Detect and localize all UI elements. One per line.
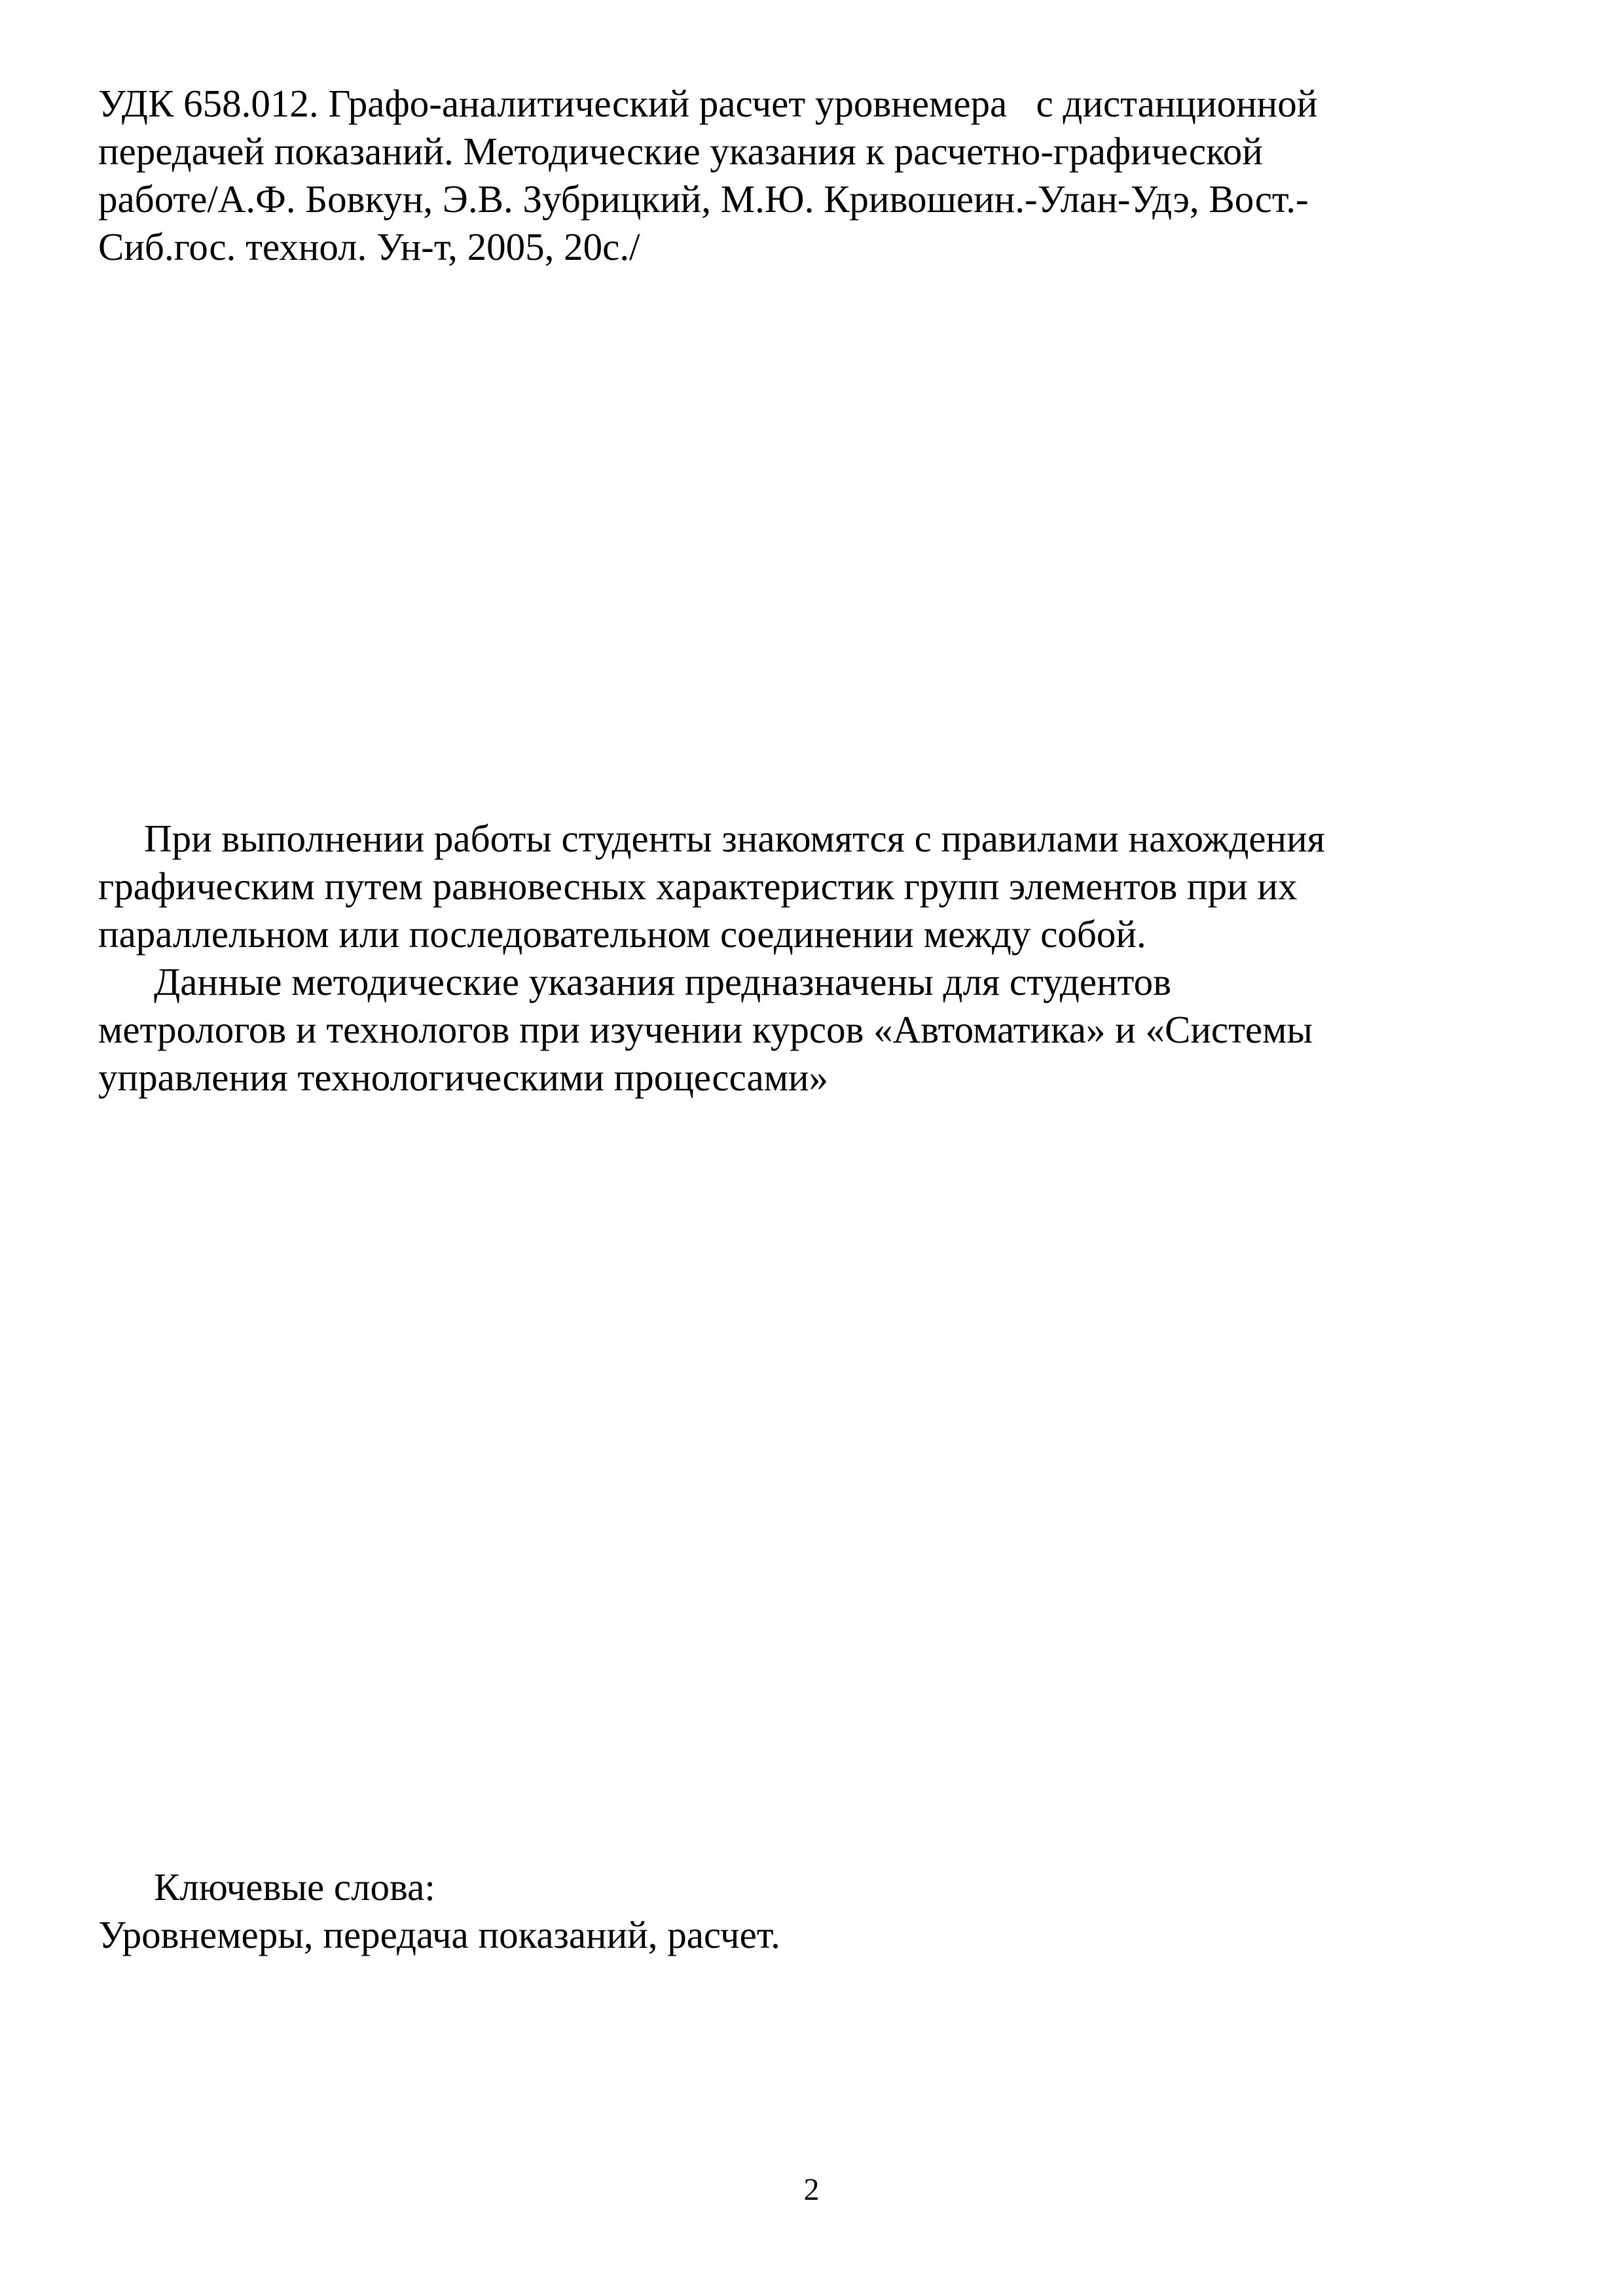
- abstract-paragraph-1-line: При выполнении работы студенты знакомятся с правилами нахождения: [144, 817, 1325, 860]
- udk-line: работе/А.Ф. Бовкун, Э.В. Зубрицкий, М.Ю. Кривошеин.-Улан-Удэ, Вост.-: [98, 177, 1309, 221]
- abstract-paragraph-2-line: Данные методические указания предназначены для студентов: [154, 960, 1172, 1003]
- keywords-heading: Ключевые слова:: [154, 1865, 435, 1909]
- udk-bibliographic-record: [98, 80, 1525, 271]
- keywords-text: Уровнемеры, передача показаний, расчет.: [98, 1913, 780, 1956]
- abstract-paragraph-2-line: управления технологическими процессами»: [98, 1056, 829, 1099]
- udk-line: Сиб.гос. технол. Ун-т, 2005, 20с./: [98, 225, 640, 268]
- keywords-section: [98, 1863, 1525, 1959]
- abstract-paragraph-1-line: параллельном или последовательном соединении между собой.: [98, 912, 1146, 956]
- udk-line: передачей показаний. Методические указания к расчетно-графической: [98, 130, 1263, 173]
- abstract-paragraph-1-line: графическим путем равновесных характеристик групп элементов при их: [98, 865, 1298, 908]
- page-number: 2: [803, 2172, 820, 2207]
- udk-line: УДК 658.012. Графо-аналитический расчет уровнемера с дистанционной: [98, 82, 1318, 125]
- abstract-paragraph-2-line: метрологов и технологов при изучении курсов «Автоматика» и «Системы: [98, 1008, 1313, 1051]
- abstract: [98, 815, 1525, 1102]
